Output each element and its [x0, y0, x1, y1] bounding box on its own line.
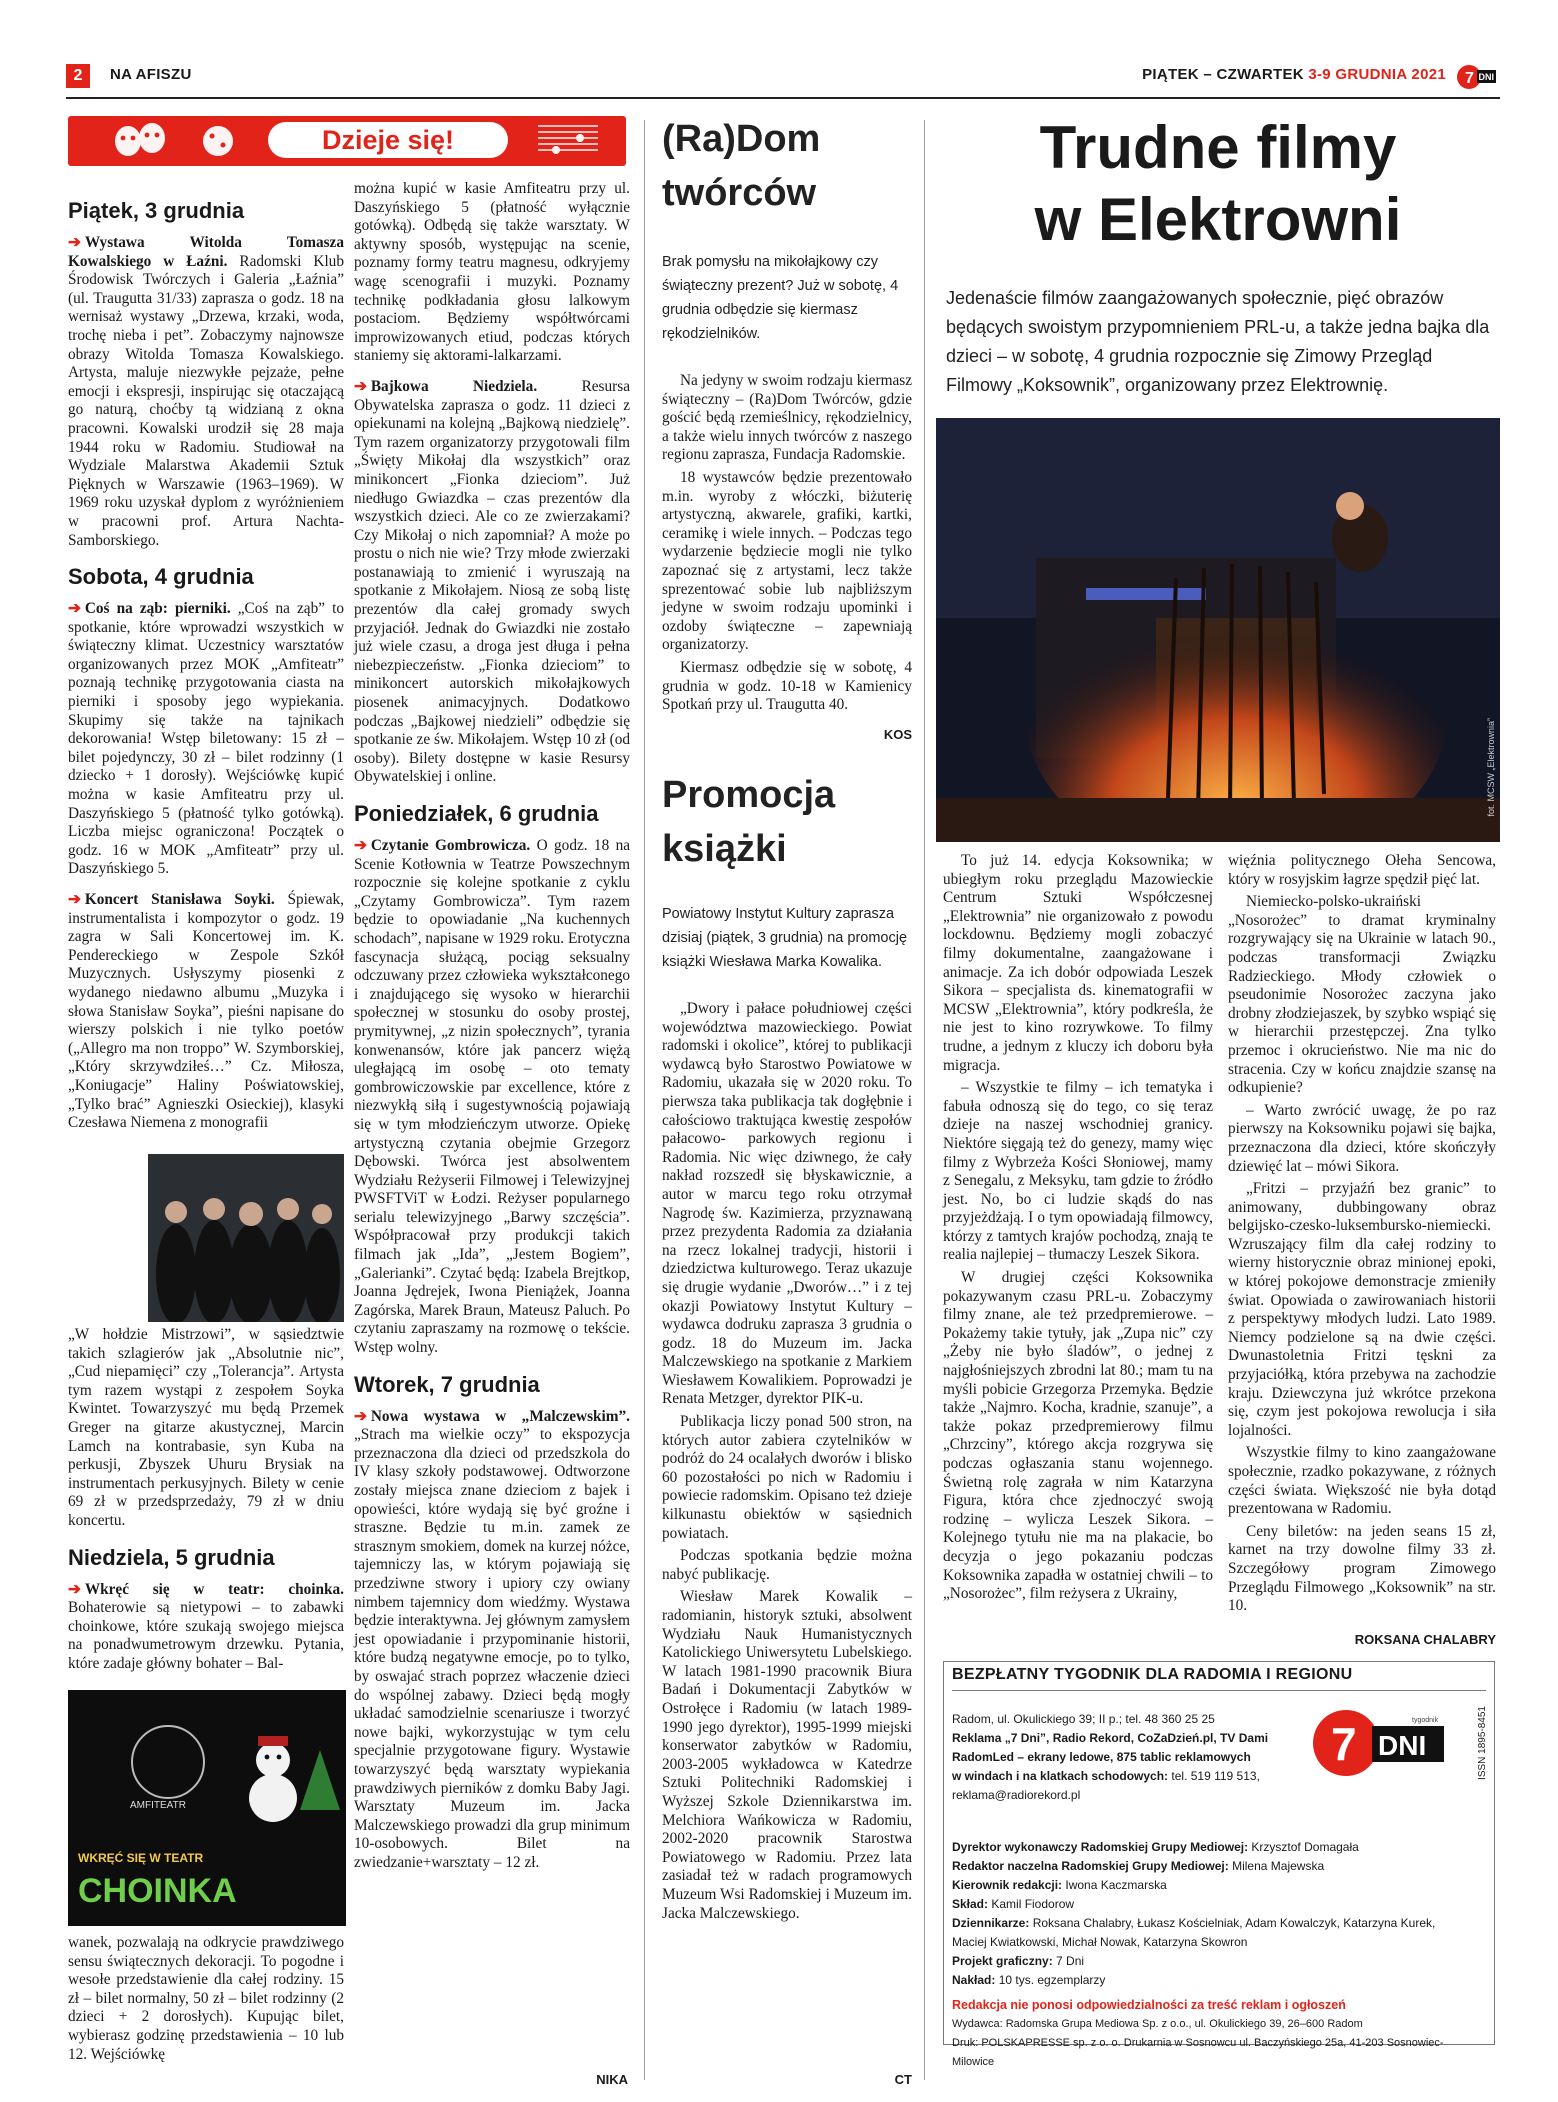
author-signature: NIKA	[596, 2072, 628, 2087]
day-heading: Piątek, 3 grudnia	[68, 198, 245, 223]
events-banner	[68, 116, 626, 166]
day-heading: Sobota, 4 grudnia	[68, 564, 254, 590]
issn: ISSN 1895-8451	[1477, 1706, 1488, 1780]
event-text: „W hołdzie Mistrzowi”, w sąsiedztwie takich szlagierów jak „Absolutnie nic”, „Cud niepamięci” czy „Tolerancja”. Artysta tym razem wystąpi z zespołem Soyka Kwintet. Towarzyszyć mu będą Przemek Greger na gitarze akustycznej, Marcin Lamch na kontrabasie, syn Kuba na perkusji, Zbyszek Uhuru Brysiak na instrumentach perkusyjnych. Bilety w cenie 69 zł w przedsprzedaży, 79 zł w dniu koncertu.	[68, 1326, 344, 1529]
event-title: Coś na ząb: pierniki.	[84, 600, 231, 618]
event-title: Czytanie Gombrowicza.	[370, 837, 531, 854]
films-column-2: więźnia politycznego Ołeha Sencowa, który w rosyjskim łagrze spędził pięć lat. Niemiecko-polsko-ukraiński „Nosorożec” to dramat kryminalny rozgrywający się na Ukrainie w latach 90., podczas transformacji Związku Radzieckiego. Młody człowiek o pseudonimie Nosorożec zaczyna jako drobny złodziejaszek, by szybko wspiąć się w hierarchii przestępczej. Zna tylko przemoc i okrucieństwo. Nie ma nic do stracenia. Czy w końcu znajdzie szansę na odkupienie? – Warto zwrócić uwagę, że po raz pierwszy na Koksowniku pojawi się bajka, przeznaczona dla dzieci, które skończyły dziewięć lat – mówi Sikora. „Fritzi – przyjaźń bez granic” to animowany, dubbingowany obraz belgijsko-czesko-luksembursko-niemiecki. Wzruszający film dla całej rodziny to wierny historycznie obraz minionej epoki, w której pokojowe demonstracje zmieniły świat. Opowiada o zawirowaniach historii z perspektywy młodych ludzi. Lato 1989. Niemcy podzielone są na dwie części. Dwunastoletnia Fritzi tęskni za przyjaciółką, która przebywa na zachodzie kraju. Dziewczyna już wkrótce przekona się, czym jest pokojowa rewolucja i siła lojalności. Wszystkie filmy to kino zaangażowane społecznie, rzadko pokazywane, z różnych części świata. Większość nie była dotąd prezentowana w Radomiu. Ceny biletów: na jeden seans 15 zł, karnet na trzy dowolne filmy 33 zł. Szczegółowy program Zimowego Przeglądu Filmowego „Koksownik” na str. 10.	[1228, 852, 1496, 1615]
author-signature: CT	[894, 2072, 912, 2087]
event-text: wanek, pozwalają na odkrycie prawdziwego sensu świątecznych dekoracji. To pogodne i wesołe przedstawienie dla całej rodziny. 15 zł – bilet normalny, 50 zł – bilet rodzinny (2 dzieci + 2 dorosłych). Kupując bilet, wybierasz godzinę przedstawienia – 10 lub 12. Wejściówkę	[68, 1934, 344, 2063]
imprint-contact: Radom, ul. Okulickiego 39; II p.; tel. 48 360 25 25 Reklama „7 Dni”, Radio Rekord, CoZaDzień.pl, TV Dami RadomLed – ekrany ledowe, 875 tablic reklamowych w windach i na klatkach schodowych: tel. 519 119 513, reklama@radiorekord.pl	[952, 1710, 1282, 1805]
event-item	[68, 600, 344, 879]
events-column-1b	[68, 1326, 344, 1686]
book-article	[662, 768, 912, 1935]
choinka-poster	[68, 1690, 346, 1926]
article-intro: Jedenaście filmów zaangażowanych społecznie, pięć obrazów będących swoistym przypomnieniem PRL-u, a także jedna bajka dla dzieci – w sobotę, 4 grudnia rozpocznie się Zimowy Przegląd Filmowy „Koksownik”, organizowany przez Elektrownię.	[946, 288, 1490, 395]
band-photo	[148, 1154, 344, 1322]
imprint-staff: Dyrektor wykonawczy Radomskiej Grupy Mediowej: Krzysztof Domagała Redaktor naczelna Radomskiej Grupy Mediowej: Milena Majewska Kierownik redakcji: Iwona Kaczmarska Skład: Kamil Fiodorow Dziennikarze: Roksana Chalabry, Łukasz Kościelniak, Adam Kowalczyk, Katarzyna Kurek, Maciej Kwiatkowski, Michał Nowak, Katarzyna Skowron Projekt graficzny: 7 Dni Nakład: 10 tys. egzemplarzy Redakcja nie ponosi odpowiedzialności za treść reklam i ogłoszeń Wydawca: Radomska Grupa Mediowa Sp. z o.o., ul. Okulickiego 39, 26–600 Radom Druk: POLSKAPRESSE sp. z o. o. Drukarnia w Sosnowcu ul. Baczyńskiego 25a, 41-203 Sosnowiec-Milowice	[952, 1838, 1472, 2072]
day-heading: Poniedziałek, 6 grudnia	[354, 801, 599, 826]
article-title: Promocja książki	[662, 774, 836, 870]
day-heading: Wtorek, 7 grudnia	[354, 1371, 540, 1397]
photo-credit: fot. MCSW „Elektrownia”	[1486, 718, 1496, 817]
imprint-box	[943, 1661, 1495, 2068]
event-text: „Coś na ząb” to spotkanie, które wprowadzi wszystkich w świąteczny klimat. Uczestnicy warsztatów organizowanych przez MOK „Amfiteatr” poznają technikę przygotowania ciasta na pierniki i sposoby jego wypiekania. Skupimy się także na tajnikach dekorowania! Wstęp biletowany: 15 zł – bilet pojedynczy, 30 zł – bilet rodzinny (1 dziecko + 1 dorosły). Wejściówkę kupić można w kasie Amfiteatru przy ul. Daszyńskiego 5 (płatność tylko gotówką). Liczba miejsc ograniczona! Początek o godz. 16 w MOK „Amfiteatr” przy ul. Daszyńskiego 5.	[68, 600, 345, 878]
event-text: można kupić w kasie Amfiteatru przy ul. Daszyńskiego 5 (płatność wyłącznie gotówką). Odbędą się także warsztaty. W aktywny sposób, występując na scenie, poznamy formy teatru magnesu, odkryjemy wagę scenografii i muzyki. Poznamy technikę podkładania głosu lalkowym postaciom. Będziemy współtwórcami improwizowanych etiud, podczas których staniemy się aktorami-lalkarzami.	[354, 180, 630, 365]
svg-text:DNI: DNI	[1378, 1730, 1427, 1761]
svg-text:7: 7	[1331, 1718, 1357, 1770]
arrow-icon: ➔	[354, 1407, 367, 1425]
event-item	[68, 234, 344, 550]
svg-text:AMFITEATR: AMFITEATR	[130, 1800, 186, 1811]
arrow-icon: ➔	[68, 600, 81, 618]
article-intro: Brak pomysłu na mikołajkowy czy świąteczny prezent? Już w sobotę, 4 grudnia odbędzie się kiermasz rękodzielników.	[662, 254, 899, 342]
article-body: Na jedyny w swoim rodzaju kiermasz świąteczny – (Ra)Dom Twórców, gdzie gościć będą rzemieślnicy, rękodzielnicy, a także wielu innych twórców z naszego regionu zaprasza, Fundacja Radomskie. 18 wystawców będzie prezentowało m.in. wyroby z włóczki, biżuterię artystyczną, akwarele, grafiki, kartki, ceramikę i wiele innych. – Podczas tego wydarzenie będziecie mogli nie tylko zapoznać się z artystami, lecz także sprezentować sobie lub najbliższym jedyne w swoim rodzaju upominki i ozdoby świąteczne – zapewniają organizatorzy. Kiermasz odbędzie się w sobotę, 4 grudnia w godz. 10-18 w Kamienicy Spotkań przy ul. Traugutta 40.	[662, 372, 912, 714]
column-divider	[924, 120, 925, 2080]
event-item	[68, 891, 344, 1133]
svg-text:DNI: DNI	[1478, 72, 1494, 82]
event-text: „Strach ma wielkie oczy” to ekspozycja przeznaczona dla dzieci od przedszkola do IV klasy szkoły podstawowej. Odtworzone zostały miejsca znane dzieciom z bajek i opowieści, które wydają się być groźne i straszne. Będzie tu m.in. zamek ze strasznym smokiem, domek na kurzej nóżce, tajemniczy las, w którym pojawiają się przedziwne stwory i upiory czy owiany nimbem tajemnicy dom wiedźmy. Wystawa będzie interaktywna. Jej głównym zamysłem jest opowiadanie i przypominanie historii, które budzą negatywne emocje, po to tylko, by oswajać strach poprzez właczenie dzieci do wspólnej zabawy. Dzieci będą mogły układać samodzielnie scenariusze i tworzyć nowe bajki, wykorzystując w tym celu specjalnie przygotowane figury. Wystawie towarzyszyć będą warsztaty wypiekania prawdziwych pierników z domku Baby Jagi. Warsztaty Muzeum im. Jacka Malczewskiego prowadzi dla grup minimum 10-osobowych. Bilet na zwiedzanie+warsztaty – 12 zł.	[354, 1426, 630, 1871]
event-title: Wkręć się w teatr: choinka.	[84, 1580, 344, 1598]
article-body: „Dwory i pałace południowej części województwa mazowieckiego. Powiat radomski i okolice”, której to publikacji wydawcą było Starostwo Powiatowe w Radomiu, ukazała się w 2020 roku. To pierwsza taka publikacja tak dogłębnie i całościowo traktująca kwestię zespołów pałacowo- parkowych regionu i Radomia. Nic więc dziwnego, że cały nakład rozszedł się błyskawicznie, a autor w marcu tego roku otrzymał Nagrodę św. Kazimierza, przyznawaną przez prezydenta Radomia za działania na rzecz lokalnej tradycji, historii i dziedzictwa kulturowego. Teraz ukazuje się drugie wydanie „Dworów…” i z tej okazji Powiatowy Instytut Kultury – wydawca dodruku zaprasza 3 grudnia o godz. 18 do Muzeum im. Jacka Malczewskiego na spotkanie z Markiem Wiesławem Kowalikiem. Poprowadzi je Renata Metzger, dyrektor PIK-u. Publikacja liczy ponad 500 stron, na których autor zabiera czytelników w podróż do 24 ocalałych dworów i blisko 60 pozostałości po nich w Radomiu i powiecie radomskim. Opisano też dzieje kilkunastu obiektów w sąsiednich powiatach. Podczas spotkania będzie można nabyć publikację. Wiesław Marek Kowalik – radomianin, historyk sztuki, absolwent Wydziału Nauk Humanistycznych Katolickiego Uniwersytetu Lubelskiego. W latach 1981-1990 pracownik Biura Badań i Dokumentacji Zabytków w Ostrołęce i Radomiu (w latach 1989-1990 jego dyrektor), 1995-1999 miejski konserwator zabytków w Radomiu, 2003-2005 wykładowca w Katedrze Sztuki Politechniki Radomskiej i Wyższej Szkole Dziennikarstwa im. Melchiora Wańkowicza w Radomiu, 2002-2020 pracownik Starostwa Powiatowego w Radomiu. Przez lata zasiadał też w radach programowych Muzeum Wsi Radomskiej i Muzeum im. Jacka Malczewskiego.	[662, 1000, 912, 1922]
event-text: O godz. 18 na Scenie Kotłownia w Teatrze Powszechnym rozpocznie się kolejne spotkanie z cyklu „Czytamy Gombrowicza”. Tym razem będzie to opowiadanie „Na kuchennych schodach”, napisane w 1929 roku. Erotyczna fascynacja służącą, pociąg seksualny odczuwany przez człowieka wykształconego i znajdującego się wysoko w hierarchii społecznej w stosunku do osoby prostej, prymitywnej, „z nizin społecznych”, tyrania konwenansów, które jak pancerz więżą uległającą im osobę – oto tematy gombrowiczowskie par excellence, które z niezwykłą siłą i sugestywnością pojawiają się w tym młodzieńczym utworze. Opiekę artystyczną czytania obejmie Grzegorz Dębowski. Twórca jest absolwentem Wydziału Reżyserii Filmowej i Telewizyjnej PWSFTViT w Łodzi. Reżyser popularnego serialu telewizyjnego „Barwy szczęścia”. Współpracował przy produkcji takich filmach jak „Ida”, „Jestem Bogiem”, „Galerianki”. Czytać będą: Izabela Brejtkop, Joanna Jędrejek, Iwona Pieniążek, Joanna Zagórska, Marek Braun, Mateusz Paluch. Po czytaniu zapraszamy na rozmowę o tekście. Wstęp wolny.	[354, 837, 631, 1357]
svg-text:tygodnik: tygodnik	[1412, 1717, 1439, 1724]
svg-text:7: 7	[1465, 70, 1474, 87]
event-text: Resursa Obywatelska zaprasza o godz. 11 dzieci z opiekunami na kolejną „Bajkową niedzielę”. Tym razem organizatorzy przygotowali film „Święty Mikołaj dla wszystkich” oraz minikoncert „Fionka dzieciom”. Już niedługo Gwiazdka – czas prezentów dla wszystkich dzieci. Ale co ze zwierzakami? Czy Mikołaj o nich zapomniał? A może po prostu o nich nie wie? Trzy młode zwierzaki postanawiają to zmienić i wyruszają na spotkanie z Mikołajem. Niosą ze sobą listę prezentów dla całej gromady swych przyjaciół. Jednak do Gwiazdki nie zostało już wiele czasu, a droga jest długa i pełna niebezpieczeństw. „Fionka dzieciom” to minikoncert autorskich mikołajkowych piosenek animacyjnych. Dodatkowo podczas „Bajkowej niedzieli” odbędzie się spotkanie ze św. Mikołajem. Wstęp 10 zł (od osoby). Bilety dostępne w kasie Resursy Obywatelskiej i online.	[354, 377, 630, 786]
event-item	[354, 837, 630, 1358]
events-column-1c	[68, 1934, 344, 2076]
header-rule	[66, 97, 1500, 99]
arrow-icon: ➔	[354, 377, 367, 395]
author-signature: KOS	[883, 726, 912, 742]
arrow-icon: ➔	[68, 1580, 81, 1598]
section-title: NA AFISZU	[110, 66, 192, 83]
event-text: Radomski Klub Środowisk Twórczych i Galeria „Łaźnia” (ul. Traugutta 31/33) zaprasza o godz. 18 na wernisaż wystawy „Drzewa, krzaki, woda, trochę nieba i pet”. Zobaczymy najnowsze obrazy Witolda Tomasza Kowalskiego. Artysta, maluje niezwykłe pejzaże, pełne emocji i ekspresji, inspirując się otaczającą go naturą, choćby tą widzianą z okna pracowni. Kowalski urodził się 28 maja 1944 roku w Radomiu. Studiował na Wydziale Malarstwa Akademii Sztuk Pięknych w Warszawie (1963–1969). W 1969 roku uzyskał dyplom z wyróżnieniem w pracowni prof. Artura Nachta-Samborskiego.	[68, 252, 344, 549]
event-title: Wystawa Witolda Tomasza Kowalskiego w Łaźni.	[68, 234, 344, 270]
logo-7dni-small	[1456, 62, 1496, 92]
article-intro: Powiatowy Instytut Kultury zaprasza dzisiaj (piątek, 3 grudnia) na promocję książki Wiesława Marka Kowalika.	[662, 906, 908, 970]
column-divider	[644, 120, 645, 2080]
day-heading: Niedziela, 5 grudnia	[68, 1544, 275, 1570]
imprint-rule	[952, 1690, 1486, 1691]
banner-title: Dzieje się!	[268, 122, 508, 158]
arrow-icon: ➔	[68, 234, 81, 251]
date-range: 3-9 GRUDNIA 2021	[1308, 66, 1446, 83]
article-title: (Ra)Dom twórców	[662, 118, 821, 214]
author-signature: ROKSANA CHALABRY	[1354, 1632, 1496, 1647]
event-item	[354, 378, 630, 787]
date-prefix: PIĄTEK – CZWARTEK	[1142, 66, 1309, 83]
svg-text:WKRĘĆ SIĘ W TEATR: WKRĘĆ SIĘ W TEATR	[78, 1851, 204, 1865]
arrow-icon: ➔	[354, 837, 367, 854]
event-item	[68, 1581, 344, 1674]
email-link[interactable]: reklama@radiorekord.pl	[952, 1788, 1081, 1802]
arrow-icon: ➔	[68, 891, 81, 908]
events-column-1	[68, 192, 344, 1133]
event-text: Bohaterowie są nietypowi – to zabawki choinkowe, które szukają swojego miejsca na ponadwumetrowym drzewku. Pytania, które zadaje główny bohater – Bal-	[68, 1599, 344, 1672]
article-title: Trudne filmy w Elektrowni	[1034, 114, 1402, 253]
svg-text:CHOINKA: CHOINKA	[78, 1872, 237, 1910]
radom-article	[662, 112, 912, 742]
event-title: Koncert Stanisława Soyki.	[84, 891, 275, 908]
page-number: 2	[66, 64, 90, 88]
event-text: Śpiewak, instrumentalista i kompozytor o godz. 19 zagra w Sali Koncertowej im. K. Pendereckiego w Zespole Szkół Muzycznych. Usłyszymy piosenki z wydanego niedawno albumu „Muzyka i słowa Stanisław Soyka”, pieśni napisane do wierszy polskich i nie tylko poetów („Allegro ma non troppo” W. Szymborskiej, „Który skrzywdziłeś…” Cz. Miłosza, „Koniugacje” Haliny Poświatowskiej, „Tylko brać” Agnieszki Osieckiej), klasyki Czesława Niemena z monografii	[68, 891, 344, 1132]
event-title: Bajkowa Niedziela.	[370, 377, 538, 395]
imprint-heading: BEZPŁATNY TYGODNIK DLA RADOMIA I REGIONU	[952, 1666, 1353, 1683]
disclaimer: Redakcja nie ponosi odpowiedzialności za treść reklam i ogłoszeń	[952, 1998, 1346, 2012]
event-item	[354, 1408, 630, 1873]
events-column-2	[354, 180, 630, 1884]
films-column-1: To już 14. edycja Koksownika; w ubiegłym roku przeglądu Mazowieckie Centrum Sztuki Współczesnej „Elektrownia” nie organizowało z powodu lockdownu. Będziemy mogli zobaczyć filmy dokumentalne, zaangażowane i animacje. Za ich dobór odpowiada Leszek Sikora – specjalista ds. kinematografii w MCSW „Elektrownia”, który podkreśla, że nie jest to kino rozrywkowe. To filmy trudne, a jednym z kluczy ich doboru była migracja. – Wszystkie te filmy – ich tematyka i fabuła odnoszą się do tego, co się teraz dzieje na naszej wschodniej granicy. Niektóre sięgają też do genezy, mamy więc filmy z Wybrzeża Kości Słoniowej, mamy z Senegalu, z Meksyku, tam gdzie to źródło jest. No, bo ci ludzie skądś do nas przyjeżdżają. I o tym opowiadają filmowcy, którzy z tamtych krajów pochodzą, znają te realia najlepiej – tłumaczy Leszek Sikora. W drugiej części Koksownika pokazywanym czasu PRL-u. Zobaczymy filmy znane, ale też przedpremierowe. – Pokażemy takie tytuły, jak „Zupa nic” czy „Żeby nie było śladów”, o jednej z najgłośniejszych zbrodni lat 80.; mam tu na myśli pobicie Grzegorza Przemyka. Będzie także „Najmro. Kocha, kradnie, szanuje”, a także pokaz przedpremierowy filmu „Chrzciny”, którego akcja rozgrywa się podczas ogłaszania stanu wojennego. Świetną rolę zagrała w nim Katarzyna Figura, która chce zjednoczyć swoją rodzinę – wylicza Leszek Sikora. – Kolejnego tytułu nie ma na plakacie, bo decyzja o jego pokazaniu podczas Koksownika zapadła w ostatniej chwili – to „Nosorożec”, film reżysera z Ukrainy,	[943, 852, 1213, 1603]
issue-date	[1142, 66, 1446, 83]
event-title: Nowa wystawa w „Malczewskim”.	[370, 1407, 630, 1425]
logo-7dni	[1308, 1708, 1458, 1778]
elektrownia-photo	[936, 418, 1500, 842]
